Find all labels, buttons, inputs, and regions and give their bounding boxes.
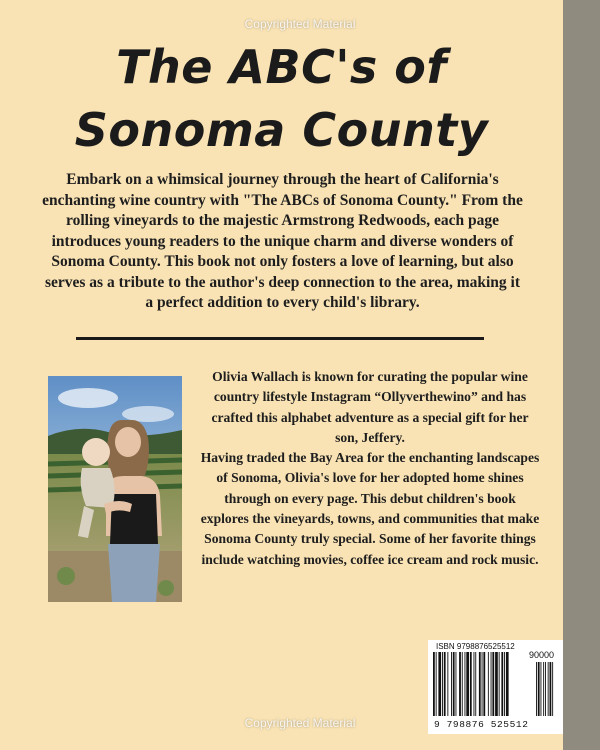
author-bio-paragraph-2: Having traded the Bay Area for the enchanting landscapes of Sonoma, Olivia's love for her adopted home shines through on every page. This debut children's book explores the vineyards, towns, and communities that make Sonoma County truly special. Some of her favorite things include watching movies, coffee ice cream and rock music. (200, 450, 540, 567)
spine-edge (563, 0, 600, 750)
author-photo-image (48, 376, 182, 602)
section-divider (76, 337, 484, 340)
book-title-line-1: The ABC's of (116, 40, 447, 94)
isbn-digits: 9 798876 525512 (434, 719, 529, 730)
isbn-label: ISBN 9798876525512 (436, 642, 515, 651)
author-bio (200, 367, 540, 570)
price-code: 90000 (529, 650, 555, 660)
book-description: Embark on a whimsical journey through the heart of California's enchanting wine country with "The ABCs of Sonoma County." From the rolling vineyards to the majestic Armstrong Redwoods, each page introduces young readers to the unique charm and diverse wonders of Sonoma County. This book not only fosters a love of learning, but also serves as a tribute to the author's deep connection to the area, making it a perfect addition to every child's library. (42, 171, 523, 311)
author-bio-paragraph-1: Olivia Wallach is known for curating the popular wine country lifestyle Instagram “Ollyverthewino” and has crafted this alphabet adventure as a special gift for her son, Jeffery. (211, 369, 529, 445)
watermark-top: Copyrighted Material (244, 17, 356, 31)
author-photo (48, 376, 182, 602)
barcode-bars (432, 652, 559, 718)
book-title-line-2: Sonoma County (74, 103, 489, 157)
watermark-bottom: Copyrighted Material (244, 716, 356, 730)
